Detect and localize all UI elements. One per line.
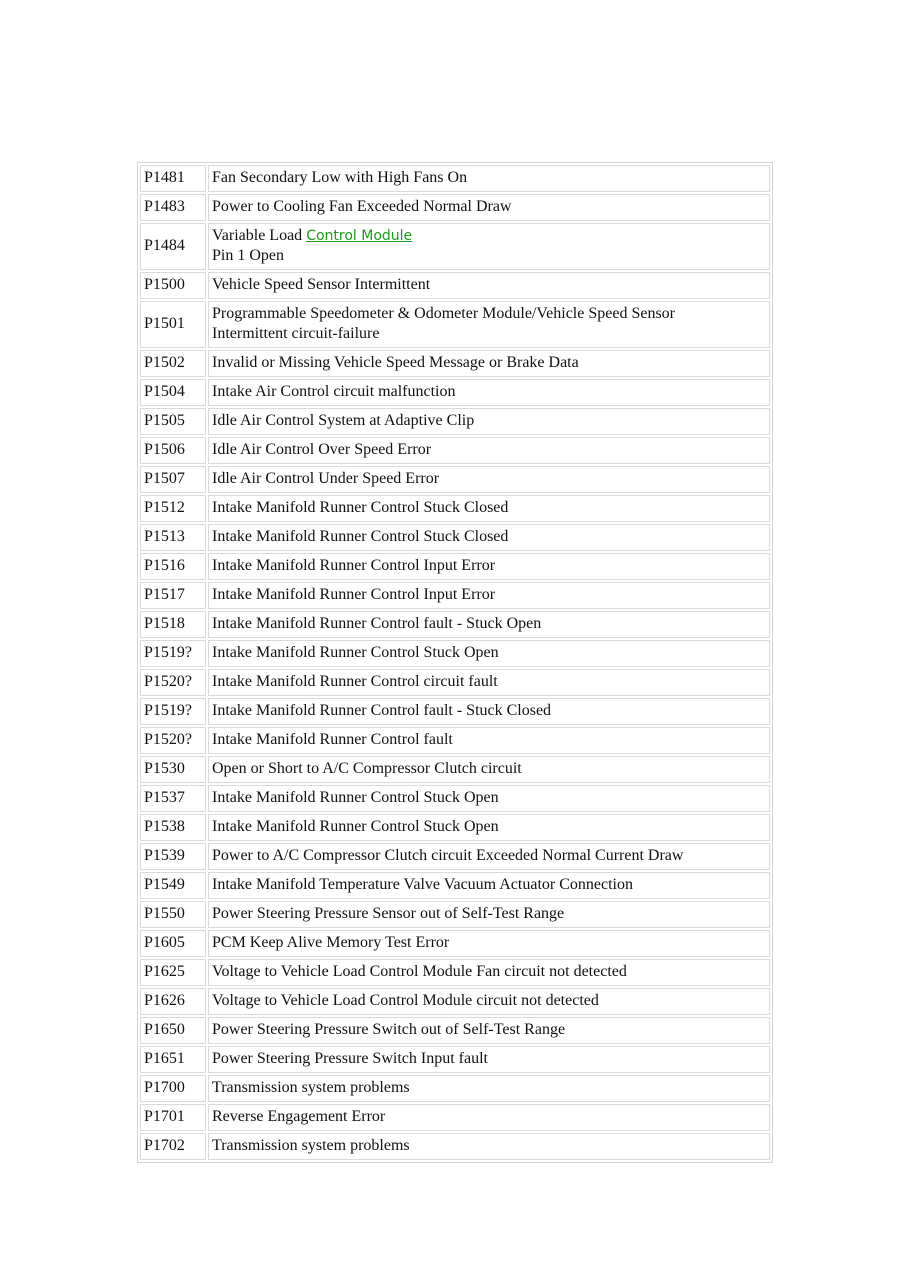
table-row: [140, 959, 770, 986]
description-cell: [208, 223, 770, 270]
code-cell: P1506: [140, 437, 206, 464]
table-row: [140, 843, 770, 870]
code-cell: P1500: [140, 272, 206, 299]
code-cell: P1518: [140, 611, 206, 638]
code-cell: P1507: [140, 466, 206, 493]
table-row: [140, 272, 770, 299]
code-cell: P1517: [140, 582, 206, 609]
description-text: Intake Manifold Temperature Valve Vacuum Actuator Connection: [212, 876, 633, 893]
table-row: [140, 785, 770, 812]
description-text: Intake Manifold Runner Control circuit fault: [212, 673, 498, 690]
description-text: Intake Manifold Runner Control fault - Stuck Open: [212, 615, 542, 632]
description-text: Vehicle Speed Sensor Intermittent: [212, 276, 431, 293]
code-cell: P1519?: [140, 698, 206, 725]
description-cell: [208, 1104, 770, 1131]
description-cell: [208, 785, 770, 812]
code-cell: P1501: [140, 301, 206, 348]
table-row: [140, 901, 770, 928]
description-cell: [208, 437, 770, 464]
table-row: [140, 930, 770, 957]
code-cell: P1650: [140, 1017, 206, 1044]
code-cell: P1484: [140, 223, 206, 270]
table-row: [140, 437, 770, 464]
table-row: [140, 669, 770, 696]
control-module-link[interactable]: Control Module: [306, 228, 413, 244]
description-text: Transmission system problems: [212, 1079, 410, 1096]
description-text: Transmission system problems: [212, 1137, 410, 1154]
description-cell: [208, 466, 770, 493]
description-text-line2: Intermittent circuit-failure: [212, 325, 380, 342]
code-cell: P1626: [140, 988, 206, 1015]
code-cell: P1549: [140, 872, 206, 899]
table-row: [140, 698, 770, 725]
table-row: [140, 408, 770, 435]
code-cell: P1520?: [140, 727, 206, 754]
description-cell: [208, 901, 770, 928]
trouble-code-table: [137, 162, 773, 1163]
code-cell: P1537: [140, 785, 206, 812]
table-row: [140, 1017, 770, 1044]
description-text: Power Steering Pressure Switch Input fault: [212, 1050, 488, 1067]
description-text: Invalid or Missing Vehicle Speed Message or Brake Data: [212, 354, 579, 371]
code-cell: P1702: [140, 1133, 206, 1160]
table-row: [140, 553, 770, 580]
description-cell: [208, 959, 770, 986]
description-cell: [208, 582, 770, 609]
code-cell: P1700: [140, 1075, 206, 1102]
table-row: [140, 379, 770, 406]
table-row: [140, 1075, 770, 1102]
description-text: Intake Manifold Runner Control Stuck Open: [212, 818, 499, 835]
description-cell: [208, 1046, 770, 1073]
description-text: Intake Manifold Runner Control Input Error: [212, 586, 496, 603]
table-row: [140, 194, 770, 221]
code-cell: P1538: [140, 814, 206, 841]
description-text: Intake Manifold Runner Control Stuck Open: [212, 789, 499, 806]
description-text: Power Steering Pressure Switch out of Self-Test Range: [212, 1021, 566, 1038]
trouble-code-table-body: [140, 165, 770, 1160]
description-cell: [208, 350, 770, 377]
description-text: Intake Manifold Runner Control fault - Stuck Closed: [212, 702, 552, 719]
description-cell: [208, 756, 770, 783]
table-row: [140, 466, 770, 493]
description-cell: [208, 698, 770, 725]
table-row: [140, 872, 770, 899]
description-text: Voltage to Vehicle Load Control Module Fan circuit not detected: [212, 963, 627, 980]
code-cell: P1483: [140, 194, 206, 221]
description-cell: [208, 640, 770, 667]
code-cell: P1550: [140, 901, 206, 928]
description-cell: [208, 611, 770, 638]
description-cell: [208, 408, 770, 435]
code-cell: P1651: [140, 1046, 206, 1073]
description-text: Idle Air Control Under Speed Error: [212, 470, 440, 487]
description-cell: [208, 1017, 770, 1044]
description-text: Idle Air Control Over Speed Error: [212, 441, 432, 458]
description-text: PCM Keep Alive Memory Test Error: [212, 934, 450, 951]
table-row: [140, 1104, 770, 1131]
description-cell: [208, 727, 770, 754]
description-text: Idle Air Control System at Adaptive Clip: [212, 412, 475, 429]
code-cell: P1504: [140, 379, 206, 406]
code-cell: P1516: [140, 553, 206, 580]
description-cell: [208, 1075, 770, 1102]
description-cell: [208, 524, 770, 551]
description-cell: [208, 301, 770, 348]
table-row: [140, 582, 770, 609]
description-text-line2: Pin 1 Open: [212, 247, 284, 264]
table-row: [140, 1133, 770, 1160]
table-row: [140, 301, 770, 348]
description-cell: [208, 814, 770, 841]
code-cell: P1513: [140, 524, 206, 551]
description-cell: [208, 1133, 770, 1160]
table-row: [140, 350, 770, 377]
description-text: Intake Manifold Runner Control Stuck Closed: [212, 528, 509, 545]
table-row: [140, 223, 770, 270]
table-row: [140, 611, 770, 638]
description-cell: [208, 872, 770, 899]
description-cell: [208, 165, 770, 192]
table-row: [140, 988, 770, 1015]
description-cell: [208, 669, 770, 696]
description-cell: [208, 988, 770, 1015]
table-row: [140, 640, 770, 667]
table-row: [140, 756, 770, 783]
description-cell: [208, 930, 770, 957]
description-cell: [208, 194, 770, 221]
code-cell: P1539: [140, 843, 206, 870]
code-cell: P1481: [140, 165, 206, 192]
table-row: [140, 814, 770, 841]
code-cell: P1701: [140, 1104, 206, 1131]
description-text: Fan Secondary Low with High Fans On: [212, 169, 468, 186]
code-cell: P1505: [140, 408, 206, 435]
code-cell: P1530: [140, 756, 206, 783]
table-row: [140, 165, 770, 192]
description-cell: [208, 843, 770, 870]
description-text: Open or Short to A/C Compressor Clutch circuit: [212, 760, 522, 777]
description-cell: [208, 379, 770, 406]
description-text: Programmable Speedometer & Odometer Module/Vehicle Speed Sensor: [212, 305, 675, 322]
code-cell: P1625: [140, 959, 206, 986]
description-cell: [208, 553, 770, 580]
description-text: Intake Manifold Runner Control Input Error: [212, 557, 496, 574]
description-cell: [208, 495, 770, 522]
code-cell: P1519?: [140, 640, 206, 667]
description-text: Power to Cooling Fan Exceeded Normal Draw: [212, 198, 512, 215]
description-cell: [208, 272, 770, 299]
code-cell: P1520?: [140, 669, 206, 696]
description-text: Reverse Engagement Error: [212, 1108, 386, 1125]
code-cell: P1512: [140, 495, 206, 522]
table-row: [140, 727, 770, 754]
description-text: Intake Air Control circuit malfunction: [212, 383, 456, 400]
description-text: Power to A/C Compressor Clutch circuit Exceeded Normal Current Draw: [212, 847, 684, 864]
table-row: [140, 524, 770, 551]
description-text: Voltage to Vehicle Load Control Module circuit not detected: [212, 992, 599, 1009]
description-text: Variable Load: [212, 227, 307, 244]
code-cell: P1502: [140, 350, 206, 377]
code-cell: P1605: [140, 930, 206, 957]
description-text: Power Steering Pressure Sensor out of Self-Test Range: [212, 905, 565, 922]
description-text: Intake Manifold Runner Control Stuck Open: [212, 644, 499, 661]
table-row: [140, 1046, 770, 1073]
table-row: [140, 495, 770, 522]
description-text: Intake Manifold Runner Control Stuck Closed: [212, 499, 509, 516]
description-text: Intake Manifold Runner Control fault: [212, 731, 453, 748]
